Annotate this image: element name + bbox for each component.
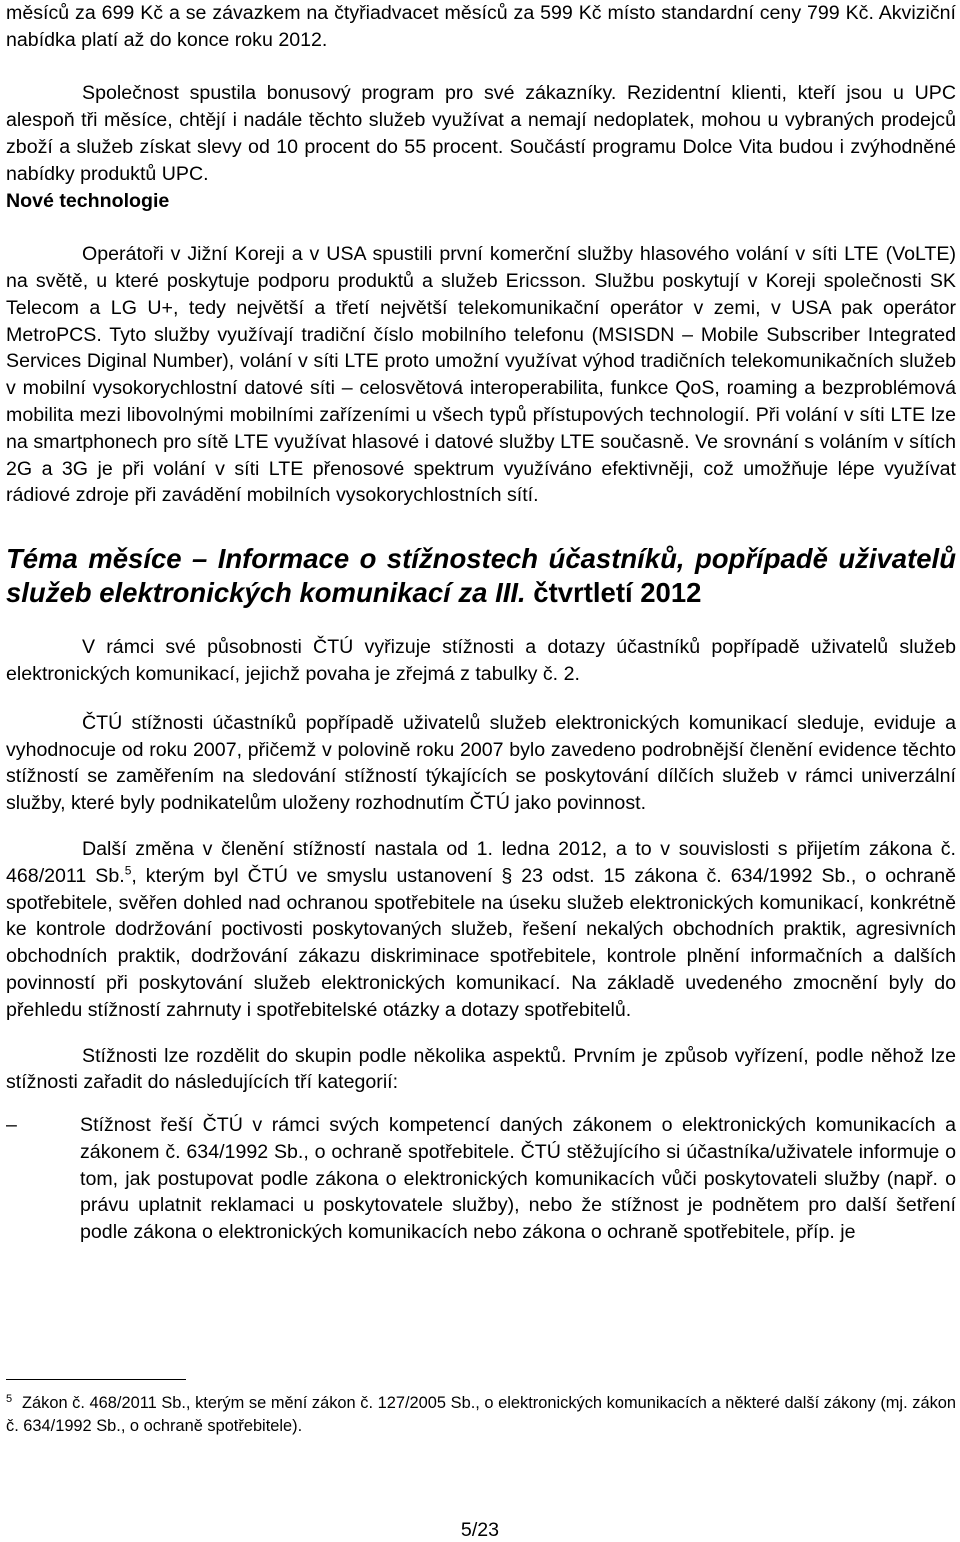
bonus-program-paragraph: Společnost spustila bonusový program pro své zákazníky. Rezidentní klienti, kteří jsou u UPC alespoň tři měsíce, chtějí i nadále těchto služeb využívat a nemají nedoplatek, mohou u vybraných prodejců zboží a služeb získat slevy od 10 procent do 55 procent. Součástí programu Dolce Vita budou i zvýhodněné nabídky produktů UPC. bbox=[6, 82, 956, 185]
technology-paragraph: Operátoři v Jižní Koreji a v USA spustili první komerční služby hlasového volání v síti LTE (VoLTE) na světě, u které poskytuje podporu produktů a služeb Ericsson. Službu poskytují v Koreji společnosti SK Telecom a LG U+, tedy největší a třetí největší telekomunikační operátor v zemi, v USA pak operátor MetroPCS. Tyto služby využívají tradiční číslo mobilního telefonu (MSISDN – Mobile Subscriber Integrated Services Diginal Number), volání v síti LTE proto umožní využívat výhod tradičních telekomunikačních služeb v mobilní vysokorychlostní datové síti – celosvětová interoperabilita, funkce QoS, roaming a bezproblémová mobilita mezi libovolnými mobilními zařízeními u všech typů přístupových technologií. Při volání v síti LTE lze na smartphonech pro sítě LTE využívat hlasové i datové služby LTE současně. Ve srovnání s voláním v sítích 2G a 3G je při volání v síti LTE přenosové spektrum využíváno efektivněji, což umožňuje lépe využívat rádiové zdroje při zavádění mobilních vysokorychlostních sítí. bbox=[6, 243, 956, 507]
footnote-text: Zákon č. 468/2011 Sb., kterým se mění zákon č. 127/2005 Sb., o elektronických komunikacích a některé další zákony (mj. zákon č. 634/1992 Sb., o ochraně spotřebitele). bbox=[6, 1394, 956, 1435]
topic-title-plain: čtvrtletí 2012 bbox=[525, 577, 702, 609]
topic-paragraph-2: ČTÚ stížnosti účastníků popřípadě uživatelů služeb elektronických komunikací sleduje, eviduje a vyhodnocuje od roku 2007, přičemž v polovině roku 2007 bylo zavedeno podrobnější členění evidence těchto stížností se zaměřením na sledování stížností týkajících se poskytování dílčích služeb v rámci univerzální služby, které byly podnikatelům uloženy rozhodnutím ČTÚ jako povinnost. bbox=[6, 711, 956, 815]
list-item-text: Stížnost řeší ČTÚ v rámci svých kompetencí daných zákonem o elektronických komunikacích a zákonem č. 634/1992 Sb., o ochraně spotřebitele. ČTÚ stěžujícího si účastníka/uživatele informuje o tom, jak postupovat podle zákona o elektronických komunikacích vůči poskytovateli služby (např. o právu uplatnit reklamaci u poskytovatele služby), nebo že stížnost je podnětem pro další šetření podle zákona o elektronických komunikacích nebo zákona o ochraně spotřebitele, příp. je bbox=[80, 1114, 956, 1244]
intro-continued-paragraph: měsíců za 699 Kč a se závazkem na čtyřiadvacet měsíců za 599 Kč místo standardní ceny 799 Kč. Akviziční nabídka platí až do konce roku 2012. bbox=[6, 2, 956, 51]
topic-paragraph-3-end: , kterým byl ČTÚ ve smyslu ustanovení § 23 odst. 15 zákona č. 634/1992 Sb., o ochraně spotřebitele, svěřen dohled nad ochranou spotřebitele na úseku služeb elektronických komunikací, konkrétně ke kontrole dodržování poctivosti poskytovaných služeb, řešení nekalých obchodních praktik, agresivních obchodních praktik, dodržování zákazu diskriminace spotřebitele, kontrole plnění informačních a dalších povinností při poskytování služeb elektronických komunikací. Na základě uvedeného zmocnění byly do přehledu stížností zahrnuty i spotřebitelské otázky a dotazy spotřebitelů. bbox=[6, 864, 956, 1021]
topic-paragraph-3 bbox=[6, 836, 956, 1024]
topic-paragraph-3-start: Další změna v členění stížností nastala od 1. ledna 2012, a to v souvislosti s přijetím zákona č. 468/2011 Sb. bbox=[6, 837, 956, 887]
footnote: 5 Zákon č. 468/2011 Sb., kterým se mění zákon č. 127/2005 Sb., o elektronických komunikacích a některé další zákony (mj. zákon č. 634/1992 Sb., o ochraně spotřebitele). bbox=[6, 1392, 956, 1435]
footnote-reference: 5 bbox=[124, 863, 132, 878]
topic-paragraph-4: Stížnosti lze rozdělit do skupin podle několika aspektů. Prvním je způsob vyřízení, podle něhož lze stížnosti zařadit do následujících tří kategorií: bbox=[6, 1044, 956, 1094]
list-dash: – bbox=[6, 1114, 17, 1137]
document-page bbox=[6, 0, 956, 1435]
topic-title-italic: Téma měsíce – Informace o stížnostech účastníků, popřípadě uživatelů služeb elektronických komunikací za III. bbox=[6, 543, 956, 609]
topic-paragraph-1: V rámci své působnosti ČTÚ vyřizuje stížnosti a dotazy účastníků popřípadě uživatelů služeb elektronických komunikací, jejichž povaha je zřejmá z tabulky č. 2. bbox=[6, 636, 956, 685]
topic-title bbox=[6, 542, 956, 610]
list-item bbox=[6, 1112, 956, 1246]
page-number: 5/23 bbox=[460, 1519, 500, 1541]
section-heading: Nové technologie bbox=[6, 189, 170, 212]
footnote-separator bbox=[6, 1379, 186, 1380]
